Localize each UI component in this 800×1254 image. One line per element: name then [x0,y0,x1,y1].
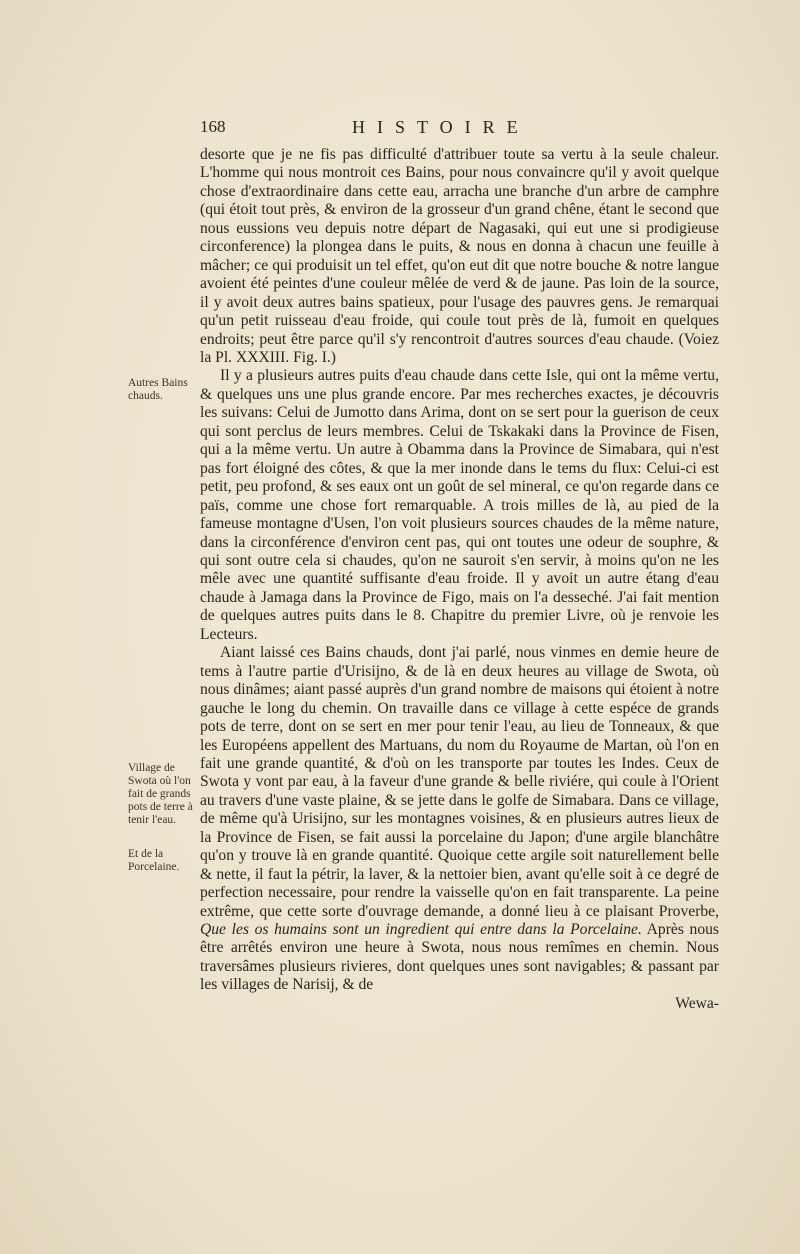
paragraph-3 [200,644,719,995]
running-title: HISTOIRE [352,117,530,137]
catchword: Wewa- [675,994,719,1012]
page-header [200,117,620,143]
paragraph-3-end: Après nous être arrêtés environ une heure à Swota, nous nous remîmes en chemin. Nous traversâmes plusieurs rivieres, dont quelques unes sont navigables; & passant par les villages de Narisij, & de [200,921,719,994]
paragraph-2: Il y a plusieurs autres puits d'eau chaude dans cette Isle, qui ont la même vertu, & quelques uns une plus grande encore. Par mes recherches exactes, je découvris les suivans: Celui de Jumotto dans Arima, dont on se sert pour la guerison de ceux qui sont perclus de leurs membres. Celui de Tskakaki dans la Province de Fisen, qui a la même vertu. Un autre à Obamma dans la Province de Simabara, qui n'est pas fort éloigné des côtes, & que la mer inonde dans le tems du flux: Celui-ci est petit, peu profond, & ses eaux ont un goût de sel mineral, ce qu'on regarde dans ce païs, comme une chose fort remarquable. A trois milles de là, au pied de la fameuse montagne d'Usen, l'on voit plusieurs sources chaudes de la même nature, dans la circonférence d'environ cent pas, qui ont toutes une odeur de souphre, & qui sont outre cela si chaudes, qu'on ne sauroit s'en servir, à moins qu'on ne les mêle avec une quantité suffisante d'eau froide. Il y avoit un autre étang d'eau chaude à Jamaga dans la Province de Figo, mais on l'a desseché. J'ai fait mention de quelques autres puits dans le 8. Chapitre du premier Livre, où je renvoie les Lecteurs. [200,367,719,643]
margin-note-village: Village de Swota où l'on fait de grands pots de terre à tenir l'eau. [128,762,193,826]
margin-note-porcelaine: Et de la Porcelaine. [128,848,180,873]
paragraph-1: desorte que je ne fis pas difficulté d'attribuer toute sa vertu à la seule chaleur. L'homme qui nous montroit ces Bains, pour nous convaincre qu'il y avoit quelque chose d'extraordinaire dans cette eau, arracha une branche d'un arbre de camphre (qui étoit tout près, & environ de la grosseur d'un grand chêne, étant le second que nous eussions veu depuis notre départ de Nagasaki, qui eut une si prodigieuse circonference) la plongea dans le puits, & nous en donna à chacun une feuille à mâcher; ce qui produisit un tel effet, qu'on eut dit que notre bouche & notre langue avoient été peintes d'une couleur mêlée de verd & de jaune. Pas loin de la source, il y avoit deux autres bains spatieux, pour l'usage des pauvres gens. Je remarquai qu'un petit ruisseau d'eau froide, qui coule tout près de là, fumoit en quelques endroits; peut être parce qu'il s'y rencontroit d'autres sources d'eau chaude. (Voiez la Pl. XXXIII. Fig. I.) [200,146,719,366]
proverb: Que les os humains sont un ingredient qui entre dans la Porcelaine. [200,921,642,939]
page-number: 168 [200,117,226,136]
margin-note-bains: Autres Bains chauds. [128,377,188,402]
paragraph-3-start: Aiant laissé ces Bains chauds, dont j'ai parlé, nous vinmes en demie heure de tems à l'autre partie d'Urisijno, & de là en deux heures au village de Swota, où nous dinâmes; aiant passé auprès d'un grand nombre de maisons qui étoient à notre gauche le long du chemin. On travaille dans ce village à cette espéce de grands pots de terre, dont on se sert en mer pour tenir l'eau, au lieu de Tonneaux, & que les Européens appellent des Martuans, du nom du Royaume de Martan, où l'on en fait une grande quantité, & d'où on les transporte par toutes les Indes. Ceux de Swota y vont par eau, à la faveur d'une grande & belle riviére, qui coule à l'Orient au travers d'une vaste plaine, & se jette dans le golfe de Simabara. Dans ce village, de même qu'à Urisijno, sur les montagnes voisines, & en plusieurs autres lieux de la Province de Fisen, se fait aussi la porcelaine du Japon; d'une argile blanchâtre qu'on y trouve là en grande quantité. Quoique cette argile soit naturellement belle & nette, il faut la pétrir, la laver, & la nettoier bien, avant qu'elle soit à ce degré de perfection necessaire, pour rendre la vaisselle qu'on en fait transparente. La peine extrême, que cette sorte d'ouvrage demande, a donné lieu à ce plaisant Proverbe, [200,644,719,920]
main-text [200,146,719,1013]
